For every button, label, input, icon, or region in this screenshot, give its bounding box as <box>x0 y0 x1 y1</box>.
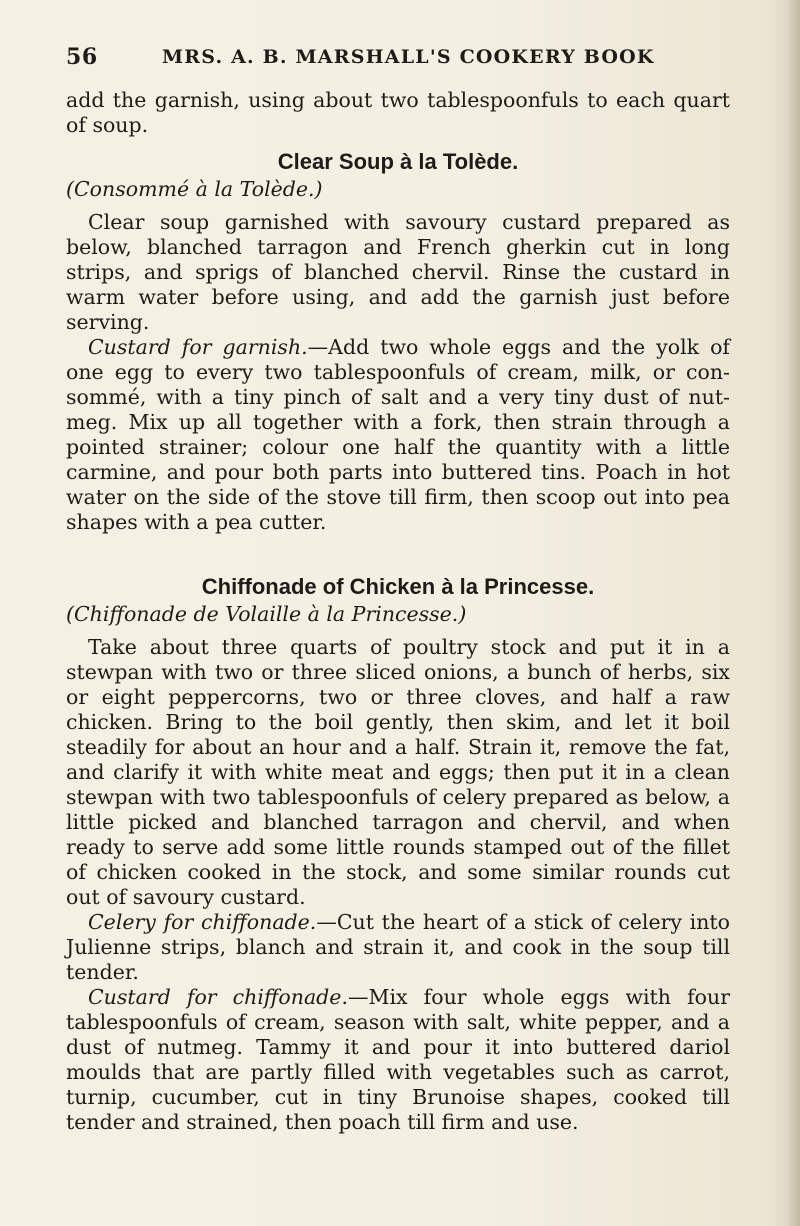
recipe-title-chiffonade: Chiffonade of Chicken à la Princesse. <box>201 574 595 599</box>
celery-for-chiffonade-paragraph <box>66 910 730 985</box>
page-edge-shadow <box>786 0 800 1226</box>
page-content <box>66 88 730 1135</box>
recipe-subtitle-consomme: (Consommé à la Tolède.) <box>66 177 323 201</box>
recipe-subtitle-chiffonade: (Chiffonade de Volaille à la Princesse.) <box>66 602 467 626</box>
page-number: 56 <box>66 44 98 70</box>
recipe-title-clear-soup: Clear Soup à la Tolède. <box>277 149 519 174</box>
celery-for-chiffonade-text: —Cut the heart of a stick of celery into Julienne strips, blanch and strain it, and cook in the soup till tender. <box>66 910 730 984</box>
custard-for-garnish-text: —Add two whole eggs and the yolk of one egg to every two tablespoonfuls of cream, milk, or con-sommé, with a tiny pinch of salt and a very tiny dust of nut-meg. Mix up all together with a fork, then strain through a pointed strainer; colour one half the quantity with a little carmine, and pour both parts into buttered tins. Poach in hot water on the side of the stove till firm, then scoop out into pea shapes with a pea cutter. <box>66 335 730 534</box>
page-header <box>66 44 686 76</box>
custard-for-garnish-lead: Custard for garnish. <box>88 335 308 359</box>
running-title: MRS. A. B. MARSHALL'S COOKERY BOOK <box>162 46 655 68</box>
recipe-body-clear-soup: Clear soup garnished with savoury custard prepared as below, blanched tarragon and French gherkin cut in long strips, and sprigs of blanched chervil. Rinse the custard in warm water before using, and add the garnish just before serving. <box>66 210 730 334</box>
recipe-body-chiffonade: Take about three quarts of poultry stock and put it in a stewpan with two or three sliced onions, a bunch of herbs, six or eight peppercorns, two or three cloves, and half a raw chicken. Bring to the boil gently, then skim, and let it boil steadily for about an hour and a half. Strain it, remove the fat, and clarify it with white meat and eggs; then put it in a clean stewpan with two tablespoonfuls of celery prepared as below, a little picked and blanched tarragon and chervil, and when ready to serve add some little rounds stamped out of the fillet of chicken cooked in the stock, and some similar rounds cut out of savoury custard. <box>66 635 730 909</box>
celery-for-chiffonade-lead: Celery for chiffonade. <box>88 910 317 934</box>
custard-for-garnish-paragraph <box>66 335 730 535</box>
custard-for-chiffonade-lead: Custard for chiffonade. <box>88 985 348 1009</box>
intro-paragraph: add the garnish, using about two tablespoonfuls to each quart of soup. <box>66 88 730 137</box>
custard-for-chiffonade-paragraph <box>66 985 730 1135</box>
custard-for-chiffonade-text: —Mix four whole eggs with four tablespoonfuls of cream, season with salt, white pepper, and a dust of nutmeg. Tammy it and pour it into buttered dariol moulds that are partly filled with vegetables such as carrot, turnip, cucumber, cut in tiny Brunoise shapes, cooked till tender and strained, then poach till firm and use. <box>66 985 731 1134</box>
